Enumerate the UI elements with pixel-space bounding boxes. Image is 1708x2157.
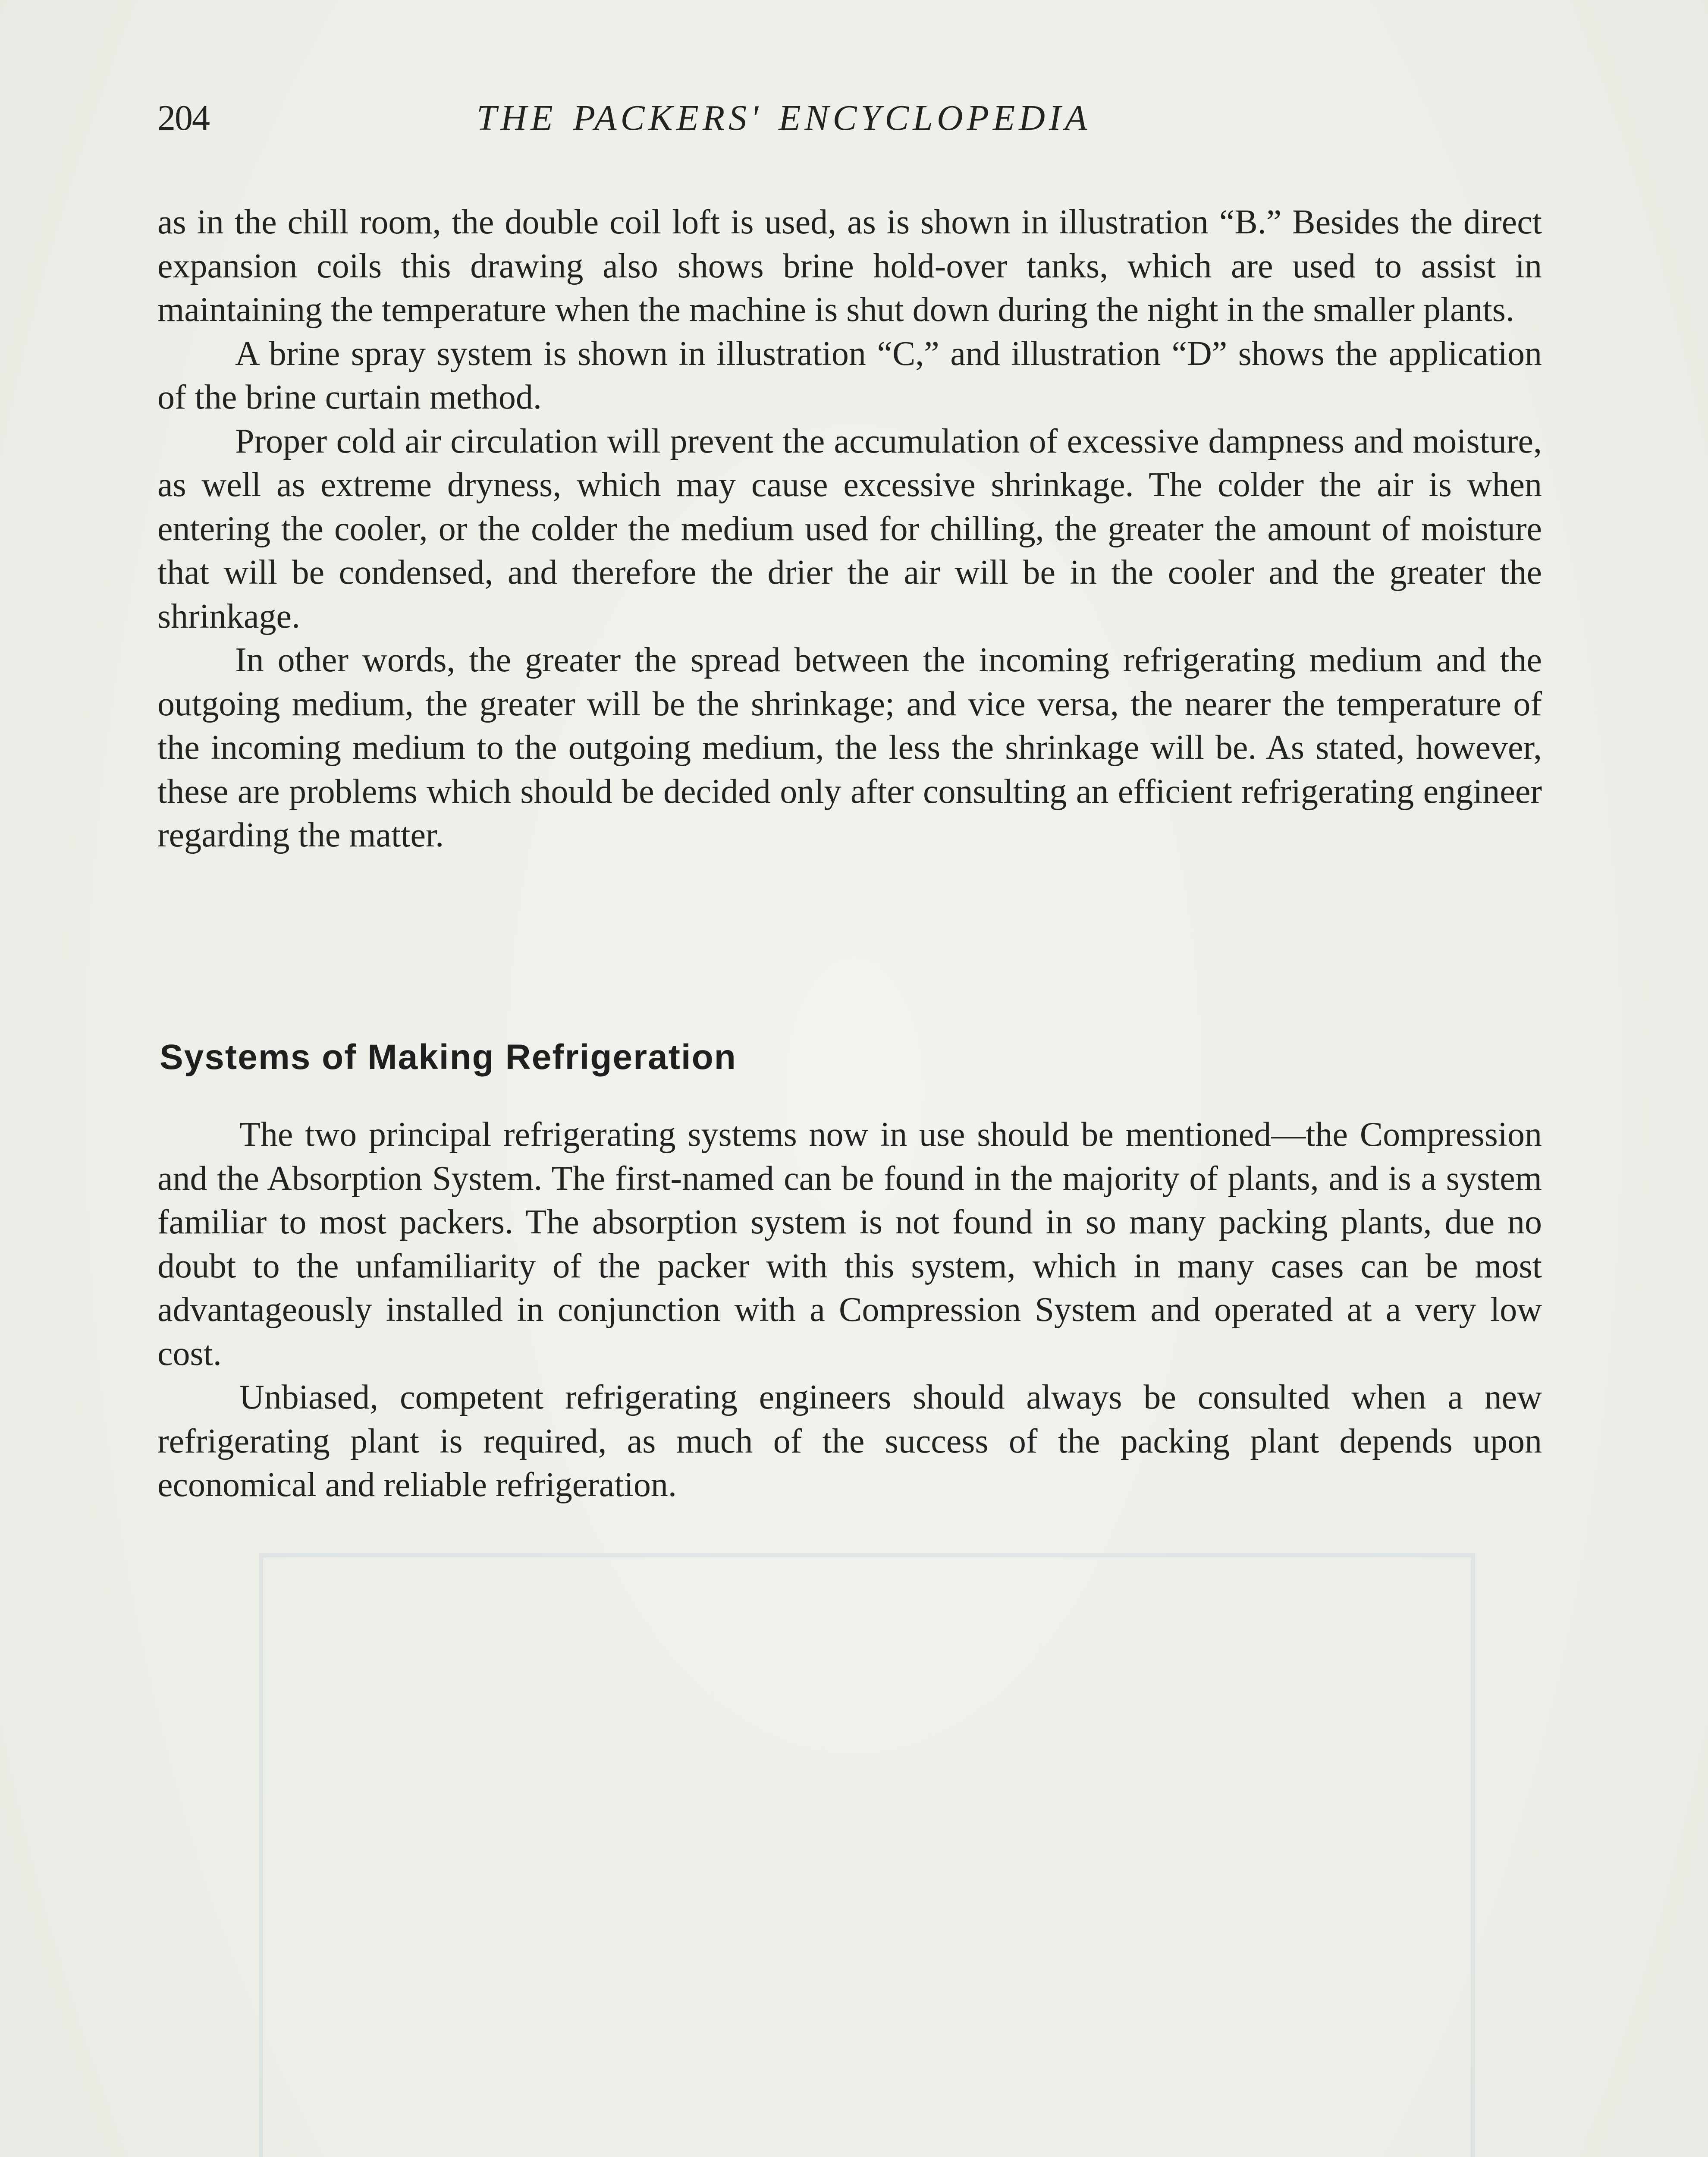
paragraph: A brine spray system is shown in illustration “C,” and illustration “D” shows the application of the brine curtain method. xyxy=(157,334,1542,416)
bleed-through-illustration xyxy=(259,1553,1475,2157)
section-text xyxy=(157,1113,1542,1507)
section-heading: Systems of Making Refrigeration xyxy=(160,1038,737,1077)
paragraph: Unbiased, competent refrigerating engineers should always be consulted when a new refrigerating plant is required, as much of the success of the packing plant depends upon economical and reliable refrigeration. xyxy=(157,1378,1542,1504)
page-number: 204 xyxy=(157,98,209,138)
page-header xyxy=(157,97,1542,145)
paragraph: Proper cold air circulation will prevent the accumulation of excessive dampness and moisture, as well as extreme dryness, which may cause excessive shrinkage. The colder the air is when entering the cooler, or the colder the medium used for chilling, the greater the amount of moisture that will be condensed, and therefore the drier the air will be in the cooler and the greater the shrinkage. xyxy=(157,422,1542,635)
paragraph: The two principal refrigerating systems now in use should be mentioned—the Compression and the Absorption System. The first-named can be found in the majority of plants, and is a system familiar to most packers. The absorption system is not found in so many packing plants, due no doubt to the unfamiliarity of the packer with this system, which in many cases can be most advantageously installed in conjunction with a Compression System and operated at a very low cost. xyxy=(157,1116,1542,1373)
paragraph: as in the chill room, the double coil loft is used, as is shown in illustration “B.” Besides the direct expansion coils this drawing also shows brine hold-over tanks, which are used to assist in maintaining the temperature when the machine is shut down during the night in the smaller plants. xyxy=(157,203,1542,329)
paragraph: In other words, the greater the spread between the incoming refrigerating medium and the outgoing medium, the greater will be the shrinkage; and vice versa, the nearer the temperature of the incoming medium to the outgoing medium, the less the shrinkage will be. As stated, however, these are problems which should be decided only after consulting an efficient refrigerating engineer regarding the matter. xyxy=(157,641,1542,854)
running-title: THE PACKERS' ENCYCLOPEDIA xyxy=(477,98,1091,138)
body-text xyxy=(157,201,1542,858)
